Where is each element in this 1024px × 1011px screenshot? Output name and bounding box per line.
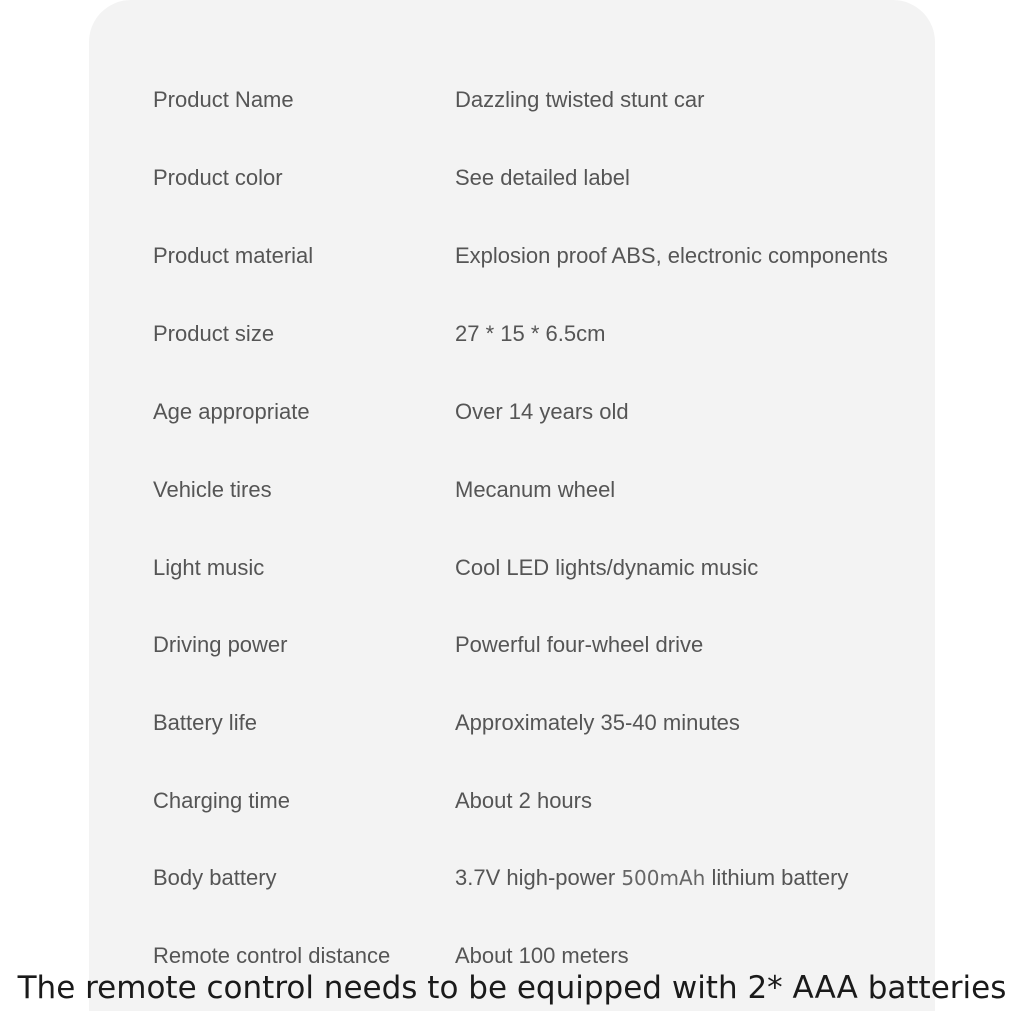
spec-row-product-color (89, 158, 935, 198)
spec-value: See detailed label (455, 165, 630, 190)
spec-value: About 100 meters (455, 943, 629, 968)
spec-row-charging-time (89, 781, 935, 821)
spec-value: Dazzling twisted stunt car (455, 87, 705, 112)
spec-label: Driving power (153, 632, 288, 657)
spec-label: Remote control distance (153, 943, 391, 968)
spec-value: Cool LED lights/dynamic music (455, 555, 759, 580)
spec-row-product-material (89, 236, 935, 276)
spec-value: Powerful four-wheel drive (455, 632, 704, 657)
spec-value-capacity: 500mAh (621, 866, 706, 890)
spec-label: Product size (153, 321, 275, 346)
spec-value: Over 14 years old (455, 399, 629, 424)
spec-value: 27 * 15 * 6.5cm (455, 321, 606, 346)
spec-row-age-appropriate (89, 392, 935, 432)
spec-row-product-name (89, 80, 935, 120)
spec-label: Battery life (153, 710, 257, 735)
spec-value-suffix: lithium battery (705, 865, 849, 890)
spec-row-light-music (89, 548, 935, 588)
spec-card (89, 0, 935, 1011)
spec-label: Vehicle tires (153, 477, 272, 502)
spec-label: Body battery (153, 865, 277, 890)
spec-label: Age appropriate (153, 399, 310, 424)
spec-label: Product material (153, 243, 314, 268)
spec-label: Light music (153, 555, 265, 580)
spec-value: Approximately 35-40 minutes (455, 710, 740, 735)
spec-row-driving-power (89, 625, 935, 665)
spec-row-vehicle-tires (89, 470, 935, 510)
spec-value: About 2 hours (455, 788, 592, 813)
spec-row-battery-life (89, 703, 935, 743)
caption-text: The remote control needs to be equipped with 2* AAA batteries (17, 970, 1007, 1006)
spec-value: Mecanum wheel (455, 477, 616, 502)
spec-row-body-battery (89, 858, 935, 898)
spec-row-product-size (89, 314, 935, 354)
spec-label: Product color (153, 165, 283, 190)
spec-label: Charging time (153, 788, 290, 813)
spec-label: Product Name (153, 87, 294, 112)
spec-value (455, 858, 848, 898)
spec-value-prefix: 3.7V high-power (455, 865, 622, 890)
spec-value: Explosion proof ABS, electronic components (455, 243, 888, 268)
